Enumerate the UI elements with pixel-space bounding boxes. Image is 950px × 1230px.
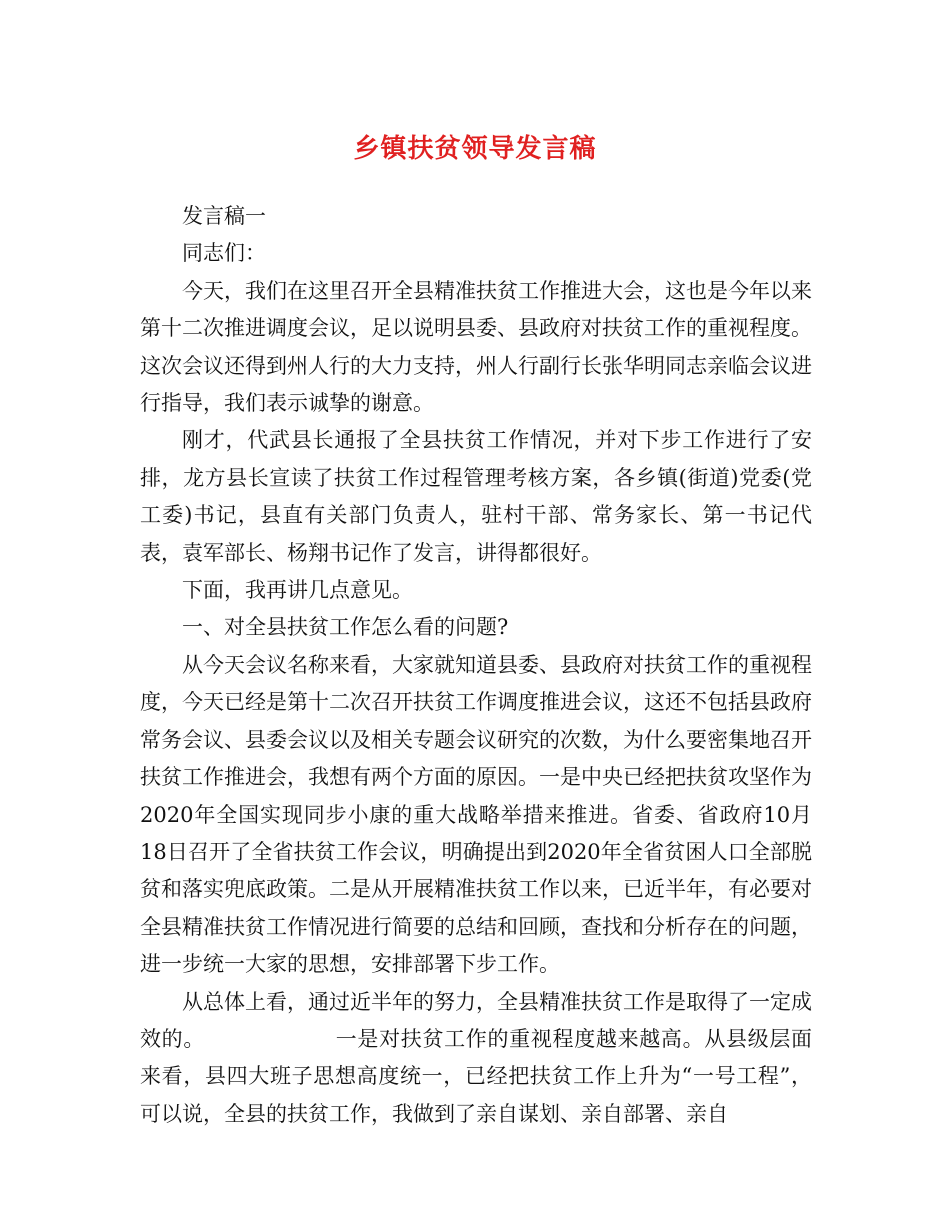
paragraph: 一、对全县扶贫工作怎么看的问题?	[182, 615, 509, 640]
paragraph-part: 一是对扶贫工作的重视程度越来越高。从县级层面来看，县四大班子思想高度统一，已经把扶贫工作上升为“一号工程”，可以说，全县的扶贫工作，我做到了亲自谋划、亲自部署、亲自	[140, 1026, 813, 1126]
document-body	[140, 198, 812, 1133]
paragraph: 同志们：	[182, 241, 266, 266]
paragraph	[140, 984, 812, 1134]
document-title: 乡镇扶贫领导发言稿	[353, 134, 597, 164]
paragraph: 从今天会议名称来看，大家就知道县委、县政府对扶贫工作的重视程度，今天已经是第十二次召开扶贫工作调度推进会议，这还不包括县政府常务会议、县委会议以及相关专题会议研究的次数，为什么要密集地召开扶贫工作推进会，我想有两个方面的原因。一是中央已经把扶贫攻坚作为2020年全国实现同步小康的重大战略举措来推进。省委、省政府10月18日召开了全省扶贫工作会议，明确提出到2020年全省贫困人口全部脱贫和落实兜底政策。二是从开展精准扶贫工作以来，已近半年，有必要对全县精准扶贫工作情况进行简要的总结和回顾，查找和分析存在的问题，进一步统一大家的思想，安排部署下步工作。	[140, 652, 812, 977]
paragraph-part: 从总体上看，通过近半年的努力，全县精准扶贫工作是取得了一定成效的。	[140, 989, 812, 1051]
paragraph: 今天，我们在这里召开全县精准扶贫工作推进大会，这也是今年以来第十二次推进调度会议，足以说明县委、县政府对扶贫工作的重视程度。这次会议还得到州人行的大力支持，州人行副行长张华明同志亲临会议进行指导，我们表示诚挚的谢意。	[140, 278, 812, 416]
paragraph: 刚才，代武县长通报了全县扶贫工作情况，并对下步工作进行了安排，龙方县长宣读了扶贫工作过程管理考核方案，各乡镇(街道)党委(党工委)书记，县直有关部门负责人，驻村干部、常务家长、第一书记代表，袁军部长、杨翔书记作了发言，讲得都很好。	[140, 428, 812, 565]
paragraph: 下面，我再讲几点意见。	[182, 578, 413, 603]
paragraph: 发言稿一	[182, 204, 266, 228]
